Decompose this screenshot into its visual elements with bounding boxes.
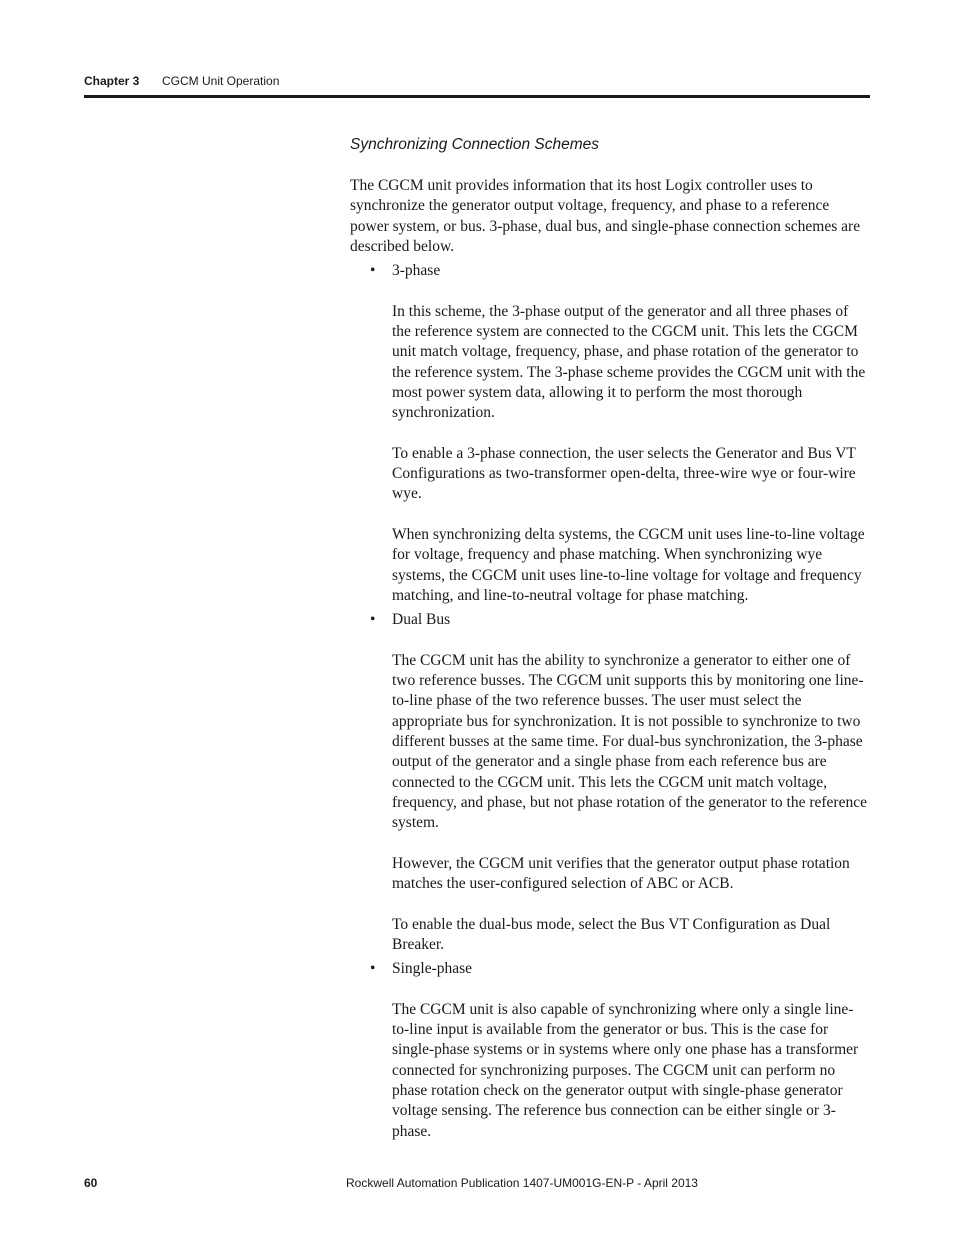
bullet-paragraph: To enable the dual-bus mode, select the Bus VT Configuration as Dual Breaker.	[392, 915, 831, 953]
bullet-label: Dual Bus	[392, 611, 451, 629]
header-rule	[84, 95, 870, 98]
chapter-label: Chapter 3	[84, 74, 140, 88]
bullet-paragraph: The CGCM unit is also capable of synchronizing where only a single line-to-line input is available from the generator or bus. This is the case for single-phase systems or in systems where only one phase has a transformer connected for synchronizing purposes. The CGCM unit can perform no phase rotation check on the generator output with single-phase generator voltage sensing. The reference bus connection can be either single or 3-phase.	[392, 1000, 859, 1140]
main-content	[350, 134, 870, 1146]
bullet-paragraph: The CGCM unit has the ability to synchronize a generator to either one of two reference busses. The CGCM unit supports this by monitoring one line-to-line phase of the two reference busses. The user must select the appropriate bus for synchronization. It is not possible to synchronize to two different busses at the same time. For dual-bus synchronization, the 3-phase output of the generator and a single phase from each reference bus are connected to the CGCM unit. This lets the CGCM unit match voltage, frequency, and phase, but not phase rotation of the generator to the reference system.	[392, 651, 867, 832]
running-header	[84, 72, 870, 90]
bullet-marker: •	[370, 611, 376, 629]
bullet-dual-bus	[350, 610, 870, 955]
intro-paragraph: The CGCM unit provides information that its host Logix controller uses to synchronize the generator output voltage, frequency, and phase to a reference power system, or bus. 3-phase, dual bus, and single-phase connection schemes are described below.	[350, 177, 861, 255]
bullet-label: 3-phase	[392, 262, 441, 280]
bullet-label: Single-phase	[392, 960, 473, 978]
bullet-paragraph: To enable a 3-phase connection, the user selects the Generator and Bus VT Configurations as two-transformer open-delta, three-wire wye or four-wire wye.	[392, 444, 856, 503]
chapter-title: CGCM Unit Operation	[162, 74, 280, 88]
bullet-marker: •	[370, 960, 376, 978]
section-title: Synchronizing Connection Schemes	[350, 136, 599, 153]
bullet-paragraph: However, the CGCM unit verifies that the generator output phase rotation matches the user-configured selection of ABC or ACB.	[392, 854, 850, 893]
bullet-paragraph: In this scheme, the 3-phase output of the generator and all three phases of the reference system are connected to the CGCM unit. This lets the CGCM unit match voltage, frequency, phase, and phase rotation of the generator to the reference system. The 3-phase scheme provides the CGCM unit with the most power system data, allowing it to perform the most thorough synchronization.	[392, 302, 866, 422]
bullet-single-phase	[350, 959, 870, 1142]
bullet-3-phase	[350, 261, 870, 606]
publication-footer: Rockwell Automation Publication 1407-UM001G-EN-P - April 2013	[346, 1176, 698, 1190]
bullet-marker: •	[370, 262, 376, 280]
page-number: 60	[84, 1176, 98, 1190]
bullet-paragraph: When synchronizing delta systems, the CGCM unit uses line-to-line voltage for voltage, frequency and phase matching. When synchronizing wye systems, the CGCM unit uses line-to-line voltage for voltage and frequency matching, and line-to-neutral voltage for phase matching.	[392, 526, 865, 604]
